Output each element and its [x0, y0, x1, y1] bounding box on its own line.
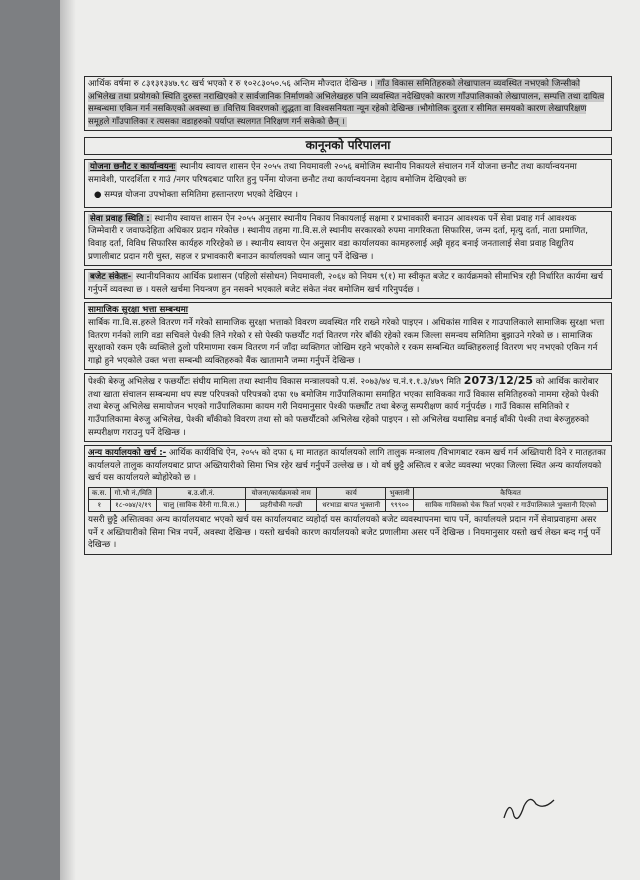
- anya-closing: यसरी छुट्टै अस्तित्वका अन्य कार्यालयबाट भएको खर्च यस कार्यालयबाट व्यहोर्दा यस कार्यालयको बजेट व्यवस्थापनमा चाप पर्ने, कार्यालयले प्रदान गर्ने सेवाप्रवाहमा असर पर्ने र अख्तियारीको सिमा भित्र नपर्ने, अवस्था देखिन्छ । यस्तो खर्चको कारण कार्यालयको बजेट प्रणालीमा असर पर्ने देखिन्छ । नियमानुसार यस्तो खर्च लेख्न बन्द गर्नु पर्ने देखिन्छ ।: [88, 515, 601, 551]
- cell-voucher: १८-०७४/२/१९: [110, 500, 156, 512]
- sewa-section: [84, 211, 612, 266]
- col-header-sn: क.स.: [89, 488, 111, 500]
- page-binding-shadow: [60, 0, 76, 880]
- col-header-work: कार्य: [317, 488, 386, 500]
- peski-date: 2073/12/25: [463, 374, 534, 388]
- budget-text: स्थानीयनिकाय आर्थिक प्रशासन (पहिलो संसोधन) नियमावली, २०६४ को नियम ९(१) मा स्वीकृत बजेट र कार्यक्रमको सीमाभित्र रही निर्धारित कार्यमा खर्च गर्नुपर्ने व्यवस्था छ । यसले खर्चमा नियन्त्रण हुन नसक्ने भएकाले बजेट संकेत नंवर बमोजिम खर्च गरिनुपर्दछ ।: [88, 272, 604, 295]
- peski-text-a: पेश्की बेरुजु अभिलेख र फछर्यौटः संघीय मामिला तथा स्थानीय विकास मन्त्रालयको प.सं. २०७३/७४ च.नं.१.१.३/४७९ मिति: [88, 377, 462, 388]
- samajik-heading: सामाजिक सुरक्षा भत्ता सम्बन्धमा: [88, 305, 189, 316]
- peski-section: [84, 373, 612, 442]
- anya-text: आर्थिक कार्यविधि ऐन, २०५५ को दफा ६ मा मातहत कार्यालयको लागि तालुक मन्त्रालय /विभागबाट रकम खर्च गर्न अख्तियारी दिने र मातहतका कार्यालयले तालुक कार्यालयबाट प्राप्त अख्तियारीको सिमा भित्र रहेर खर्च गर्नुपर्ने उल्लेख छ । यो वर्ष छुट्टै अस्तित्व र बजेट व्यवस्था भएका जिल्ला स्थित अन्य कार्यालयको खर्च यस कार्यालयले ब्योहोरेको छ ।: [88, 448, 606, 484]
- budget-section: [84, 269, 612, 299]
- yojana-bullet: ● सम्पन्न योजना उपभोक्ता समितिमा हस्तान्तरण भएको देखिएन ।: [94, 190, 299, 201]
- sewa-text: स्थानीय स्वायत्त शासन ऐन २०५५ अनुसार स्थानीय निकाय निकायलाई सक्षमा र प्रभावकारी बनाउन आवश्यक पर्ने सेवा प्रवाह गर्न आवश्यक जिम्मेवारी र जवाफदेहिता अधिकार प्रदान गरेकोछ । स्थानीय तहमा गा.वि.स.ले स्थानीय सरकारको रुपमा नागरिकता सिफारिस, जन्म दर्ता, मृत्यु दर्ता, नाता प्रमाणित, विवाह दर्ता, विविध सिफारिस कार्यहरु गरिरहेको छ । स्थानीय स्वायत्त ऐन अनुसार वडा कार्यालयका कामहरुलाई अझै वृहद बनाई जनतालाई सेवा प्रवाह विद्युतिय प्रणालीबाट प्रदान गरी चुस्त, सहज र प्रभावकारी बनाउन कार्यालयको ध्यान जानु पर्ने देखिन्छ ।: [88, 213, 588, 262]
- expense-table-header-row: [89, 488, 608, 500]
- peski-text-b: को आर्थिक कारोबार तथा खाता संचालन सम्बन्धमा थप स्पष्ट परिपत्रको परिपत्रको दफा १७ बमोजिम गाउँपालिकामा समाहित भएका साविकका गाउँ विकास समितिहरुको नाममा रहेको पेश्की तथा बेरुजु अभिलेख समायोजन भएको गाउँपालिकामा कायम गरी नियमानुसार पेश्की फर्छ्यौट तथा बेरुजु सम्परीक्षण कार्य गर्नुपर्दछ । गाउँ विकास समितिको र गाउँपालिकामा बेरुजु अभिलेख, पेश्की बाँकीको विवरण तथा सो को फछर्यौटको अभिलेख रहेको पाइएन । सो अभिलेख यथासिघ्र बनाई बाँकी पेश्की तथा बेरुजुहरुको सम्परीक्षण गराउनु पर्ने देखिन्छ ।: [88, 377, 599, 438]
- cell-remarks: साविक गाविसको चेक फिर्ता भएको र गाउँपालिकाले भुक्तानी दिएको: [414, 500, 608, 512]
- expense-table: [88, 487, 608, 512]
- yojana-section: [84, 159, 612, 208]
- cell-payment: ९९९००: [386, 500, 414, 512]
- samajik-text: सार्बिक गा.वि.स.हरुले वितरण गर्ने गरेको सामाजिक सुरक्षा भत्ताको विवरण व्यवस्थित गरि राख्ने गरेको पाइएन । अधिकांस गाविस र गाउपालिकाले सामाजिक सुरक्षा भत्ता वितरण गर्नको लागि वडा सचिवले पेश्की लिने गरेको र सो पेस्की फछर्यौट गर्दा वितरण गरेर बाँकी रहेको रकम जिल्ला समन्वय समितिमा बुझाउने गरेको छ । सामाजिक सुरक्षाको रकम एकै व्यक्तिले ठुलो परिमाणमा रकम वितरण गर्न जाँदा व्यक्तिगत जोखिम रहने भएकोले र रकम सम्बन्धित व्यक्तिहरुलाई वितरण भए नभएको एकिन गर्न गाह्रो हुने भएकोले उक्त भत्ता सम्बन्धी व्यक्तिहरुको बैंक खातामानै जम्मा गर्नुपर्ने देखिन्छ ।: [88, 317, 605, 366]
- anya-section: [84, 445, 612, 555]
- cell-budget-code: चालु (साविक वैरेनी गा.वि.स.): [157, 500, 246, 512]
- col-header-remarks: कैफियत: [414, 488, 608, 500]
- cell-program: प्रहरीचौकी गल्छी: [246, 500, 317, 512]
- anya-heading: अन्य कार्यालयको खर्च :-: [88, 448, 167, 459]
- cell-work: धरभाडा बापत भुक्तानी: [317, 500, 386, 512]
- page-title: कानूनको परिपालना: [84, 137, 612, 155]
- intro-text-2: गाँउ विकास समितिहरुको लेखापालन व्यवस्थित नभएको जिन्सीको अभिलेख तथा प्रयोगको स्थिति दुरुस्त नराखिएको र सार्वजानिक निर्माणको अभिलेखहरु पनि व्यवस्थित नदेखिएको कारण गाँउपालिकाको लेखापालन, सम्पत्ति तथा दायित्व सम्बन्धमा एकिन गर्न नसकिएको अवस्था छ ।वित्तिय विवरणको शुद्धता वा विश्वसनियता न्यून रहेको देखिन्छ ।भौगोलिक दुरता र सीमित समयको कारण लेखापरिक्षण समूहले गाँउपालिका र त्यसका वडाहरुको पर्याप्त स्थलगत निरिक्षण गर्न सकेको छैन् ।: [88, 79, 605, 127]
- col-header-payment: भुक्तानी: [386, 488, 414, 500]
- intro-paragraph: [84, 76, 612, 131]
- col-header-program: योजना/कार्यक्रमको नाम: [246, 488, 317, 500]
- table-row: [89, 500, 608, 512]
- signature-mark: [500, 788, 560, 828]
- col-header-budget-code: ब.उ.शी.नं.: [157, 488, 246, 500]
- intro-text-1: आर्थिक वर्षमा रु ८३१३१३४७.९८ खर्च भएको र रु १०२८३०५०.५६ अन्तिम मौज्दात देखिन्छ ।: [88, 79, 373, 89]
- budget-heading: बजेट संकेतः-: [90, 272, 132, 283]
- document-content: [84, 76, 612, 558]
- yojana-heading: योजना छनौट र कार्यान्वयनः: [90, 161, 176, 172]
- col-header-voucher: गो.भौ नं./मिति: [110, 488, 156, 500]
- sewa-heading: सेवा प्रवाह स्थिति :: [90, 213, 150, 224]
- samajik-section: [84, 302, 612, 370]
- yojana-text: स्थानीय स्वायत्त शासन ऐन २०५५ तथा नियमावली २०५६ बमोजिम स्थानीय निकायले संचालन गर्ने योजना छनौट तथा कार्यान्वयनमा समावेशी, पारदर्शिता र गाउं /नगर परिषदबाट पारित हुनु पर्नेमा योजना छनौट तथा कार्यान्वयनमा देहाय बमोजिम देखिएको छः: [88, 161, 577, 185]
- cell-sn: १: [89, 500, 111, 512]
- yojana-bullet-text: सम्पन्न योजना उपभोक्ता समितिमा हस्तान्तरण भएको देखिएन ।: [104, 190, 299, 201]
